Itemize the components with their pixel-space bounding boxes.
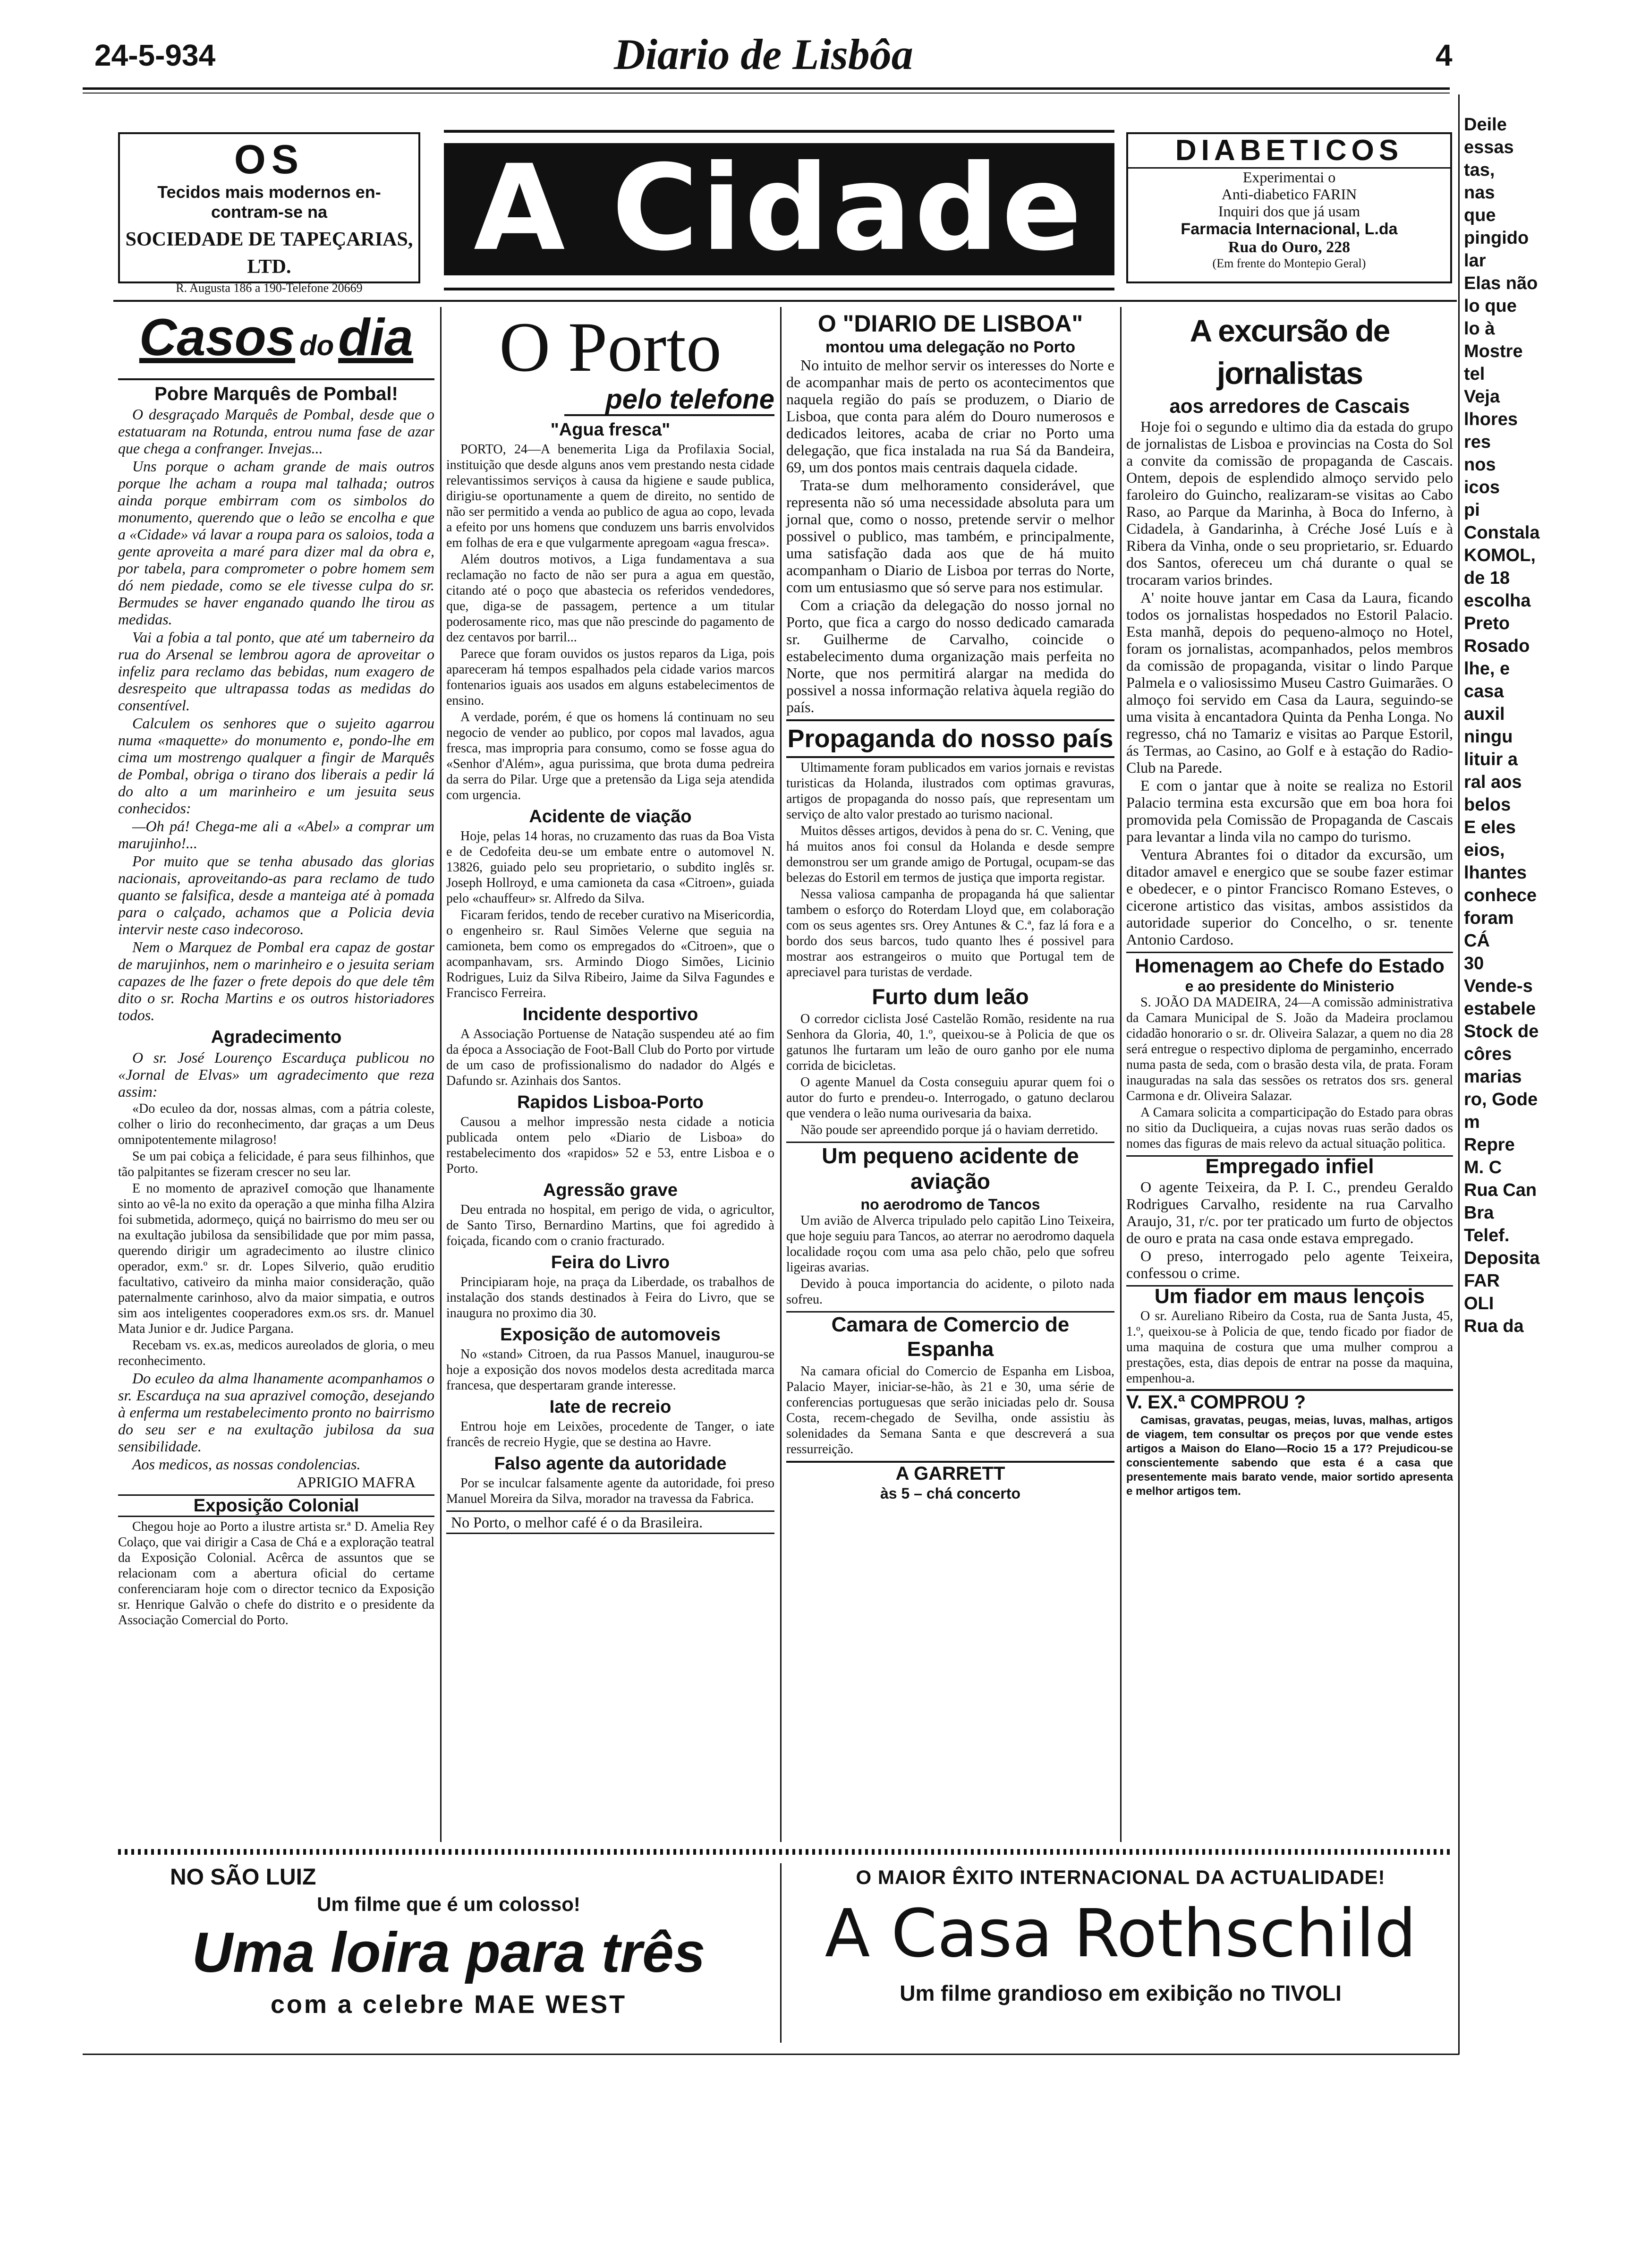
bottom-ad-rule <box>780 1863 782 2043</box>
casos-text: O desgraçado Marquês de Pombal, desde que o estatuaram na Rotunda, entrou numa fase de azar que chega a confranger. Invejas... <box>118 406 434 457</box>
casos-text: Calculem os senhores que o sujeito agarrou numa «maquette» do monumento e, pondo-lhe em cima um mostrengo qualquer a fingir de Marquês de Pombal, obriga o tirano dos liberais a pedir lá do alto a um marinheiro e um jesuita seus conhecidos: <box>118 715 434 817</box>
edge-strip-word: lhores <box>1464 409 1518 429</box>
casos-text: E no momento de apraziveI comoção que lhanamente sinto ao vê-la no exito da operação a que minha filha Alzira foi submetida, adormeço, quiçá no bairrismo do meu ser ou na exultação jubilosa da sensibilidade que por mim passa, querendo dirigir um agradecimento ao ilustre clinico operador, exm.º sr. dr. Lopes Silverio, quão eruditio facultativo, cativeiro da minha maior consideração, quão paternalmente carinhoso, alvo da maior simpatia, e outros sim aos inteligentes cooperadores exm.os srs. dr. Manuel Mata Junior e dr. Judice Pargana. <box>118 1181 434 1336</box>
porto-text: Principiaram hoje, na praça da Liberdade, os trabalhos de instalação dos stands destinados à Feira do Livro, que se inaugura no proximo dia 30. <box>446 1275 774 1321</box>
edge-strip-word: lo que <box>1464 296 1517 316</box>
header-rule-thin <box>83 93 1450 94</box>
excursao-text: E com o jantar que à noite se realiza no Estoril Palacio termina esta excursão que em boa hora foi promovida pela Comissão de Propaganda de Cascais para levantar a linda vila no campo do turismo. <box>1126 777 1453 845</box>
edge-strip-word: pingido <box>1464 228 1529 248</box>
edge-strip-word: escolha <box>1464 591 1531 611</box>
edge-strip-word: m <box>1464 1112 1480 1132</box>
diario-heading-furto: Furto dum leão <box>872 984 1029 1009</box>
ad-diabeticos-l4: Farmacia Internacional, L.da <box>1181 220 1398 238</box>
porto-text: Parece que foram ouvidos os justos reparos da Liga, pois apareceram há tempos espalhados pela cidade varios marcos fontenarios iguais aos usados em alguns estabelecimentos de ensino. <box>446 647 774 708</box>
porto-cafe-ad: No Porto, o melhor café é o da Brasileira. <box>446 1510 774 1534</box>
edge-strip-word: pi <box>1464 500 1480 520</box>
edge-strip-words <box>1464 113 1540 1338</box>
casos-text: Nem o Marquez de Pombal era capaz de gostar de marujinhos, nem o marinheiro e o jesuita seriam capazes de lhe fazer o frete depois do que dele têm dito o sr. Rocha Martins e os outros historiadores todos. <box>118 938 434 1023</box>
porto-heading: Acidente de viação <box>529 807 692 827</box>
edge-strip-word: Mostre <box>1464 341 1523 361</box>
casos-title <box>118 309 434 380</box>
edge-strip-word: CÁ <box>1464 931 1490 951</box>
ad-tapecarias <box>118 132 420 295</box>
ad-diabeticos <box>1126 132 1452 283</box>
edge-strip-word: ro, Gode <box>1464 1090 1538 1109</box>
porto-text: Por se inculcar falsamente agente da autoridade, foi preso Manuel Moreira da Silva, morador na travessa da Fabrica. <box>446 1476 774 1506</box>
excursao-subheading: e ao presidente do Ministerio <box>1185 978 1394 995</box>
porto-heading: Rapidos Lisboa-Porto <box>517 1092 704 1112</box>
porto-text: No «stand» Citroen, da rua Passos Manuel, inaugurou-se hoje a exposição dos novos modelos desta acreditada marca francesa, que despertaram grande interesse. <box>446 1347 774 1393</box>
edge-strip-word: estabele <box>1464 999 1536 1019</box>
porto-text: Entrou hoje em Leixões, procedente de Tanger, o iate francês de recreio Hygie, que se destina ao Havre. <box>446 1419 774 1449</box>
edge-strip-word: lhantes <box>1464 863 1527 883</box>
edge-strip-word: Deile <box>1464 115 1507 135</box>
col-rule-4 <box>1458 94 1460 2055</box>
edge-strip-word: Rosado <box>1464 636 1530 656</box>
ad-diabeticos-title: DIABETICOS <box>1128 134 1450 169</box>
excursao-text: O agente Teixeira, da P. I. C., prendeu Geraldo Rodrigues Carvalho, residente na rua Carvalho Araujo, 31, r/c. por ter praticado um furto de objectos de ouro e prata na casa onde estava empregado. <box>1126 1178 1453 1246</box>
diario-text: Nessa valiosa campanha de propaganda há que salientar tambem o esforço do Roterdam Lloyd que, em colaboração com os seus agentes srs. Orey Antunes & C.ª, faz lá fora e a bordo dos seus barcos, tudo quanto lhes é possivel para mostrar aos estrangeiros o muito que Portugal tem de apreciavel para turistas de verdade. <box>786 887 1114 980</box>
porto-heading: Agressão grave <box>543 1180 678 1200</box>
ad-tapecarias-big: OS <box>234 137 305 182</box>
edge-strip-word: Bra <box>1464 1203 1494 1223</box>
ad-tapecarias-line1: Tecidos mais modernos en- <box>157 182 381 202</box>
porto-text: Causou a melhor impressão nesta cidade a noticia publicada ontem pelo «Diario de Lisboa» do restabelecimento dos «rapidos» 52 e 53, entre Lisboa e o Porto. <box>446 1115 774 1176</box>
edge-strip-word: 30 <box>1464 954 1484 973</box>
diario-text: O agente Manuel da Costa conseguiu apurar quem foi o autor do furto e prendeu-o. Interrogado, o gatuno declarou que vendera o leão numa ourivesaria da baixa. <box>786 1075 1114 1121</box>
ad-sao-luiz-l4: com a celebre MAE WEST <box>270 1990 627 2019</box>
casos-text: —Oh pá! Chega-me ali a «Abel» a comprar um marujinho!... <box>118 818 434 852</box>
ornament-divider <box>118 1849 1452 1855</box>
edge-strip-word: Veja <box>1464 387 1500 407</box>
casos-title-a: Casos <box>139 308 296 367</box>
porto-heading: Feira do Livro <box>551 1253 670 1272</box>
excursao-heading-fiador: Um fiador em maus lençois <box>1126 1285 1453 1306</box>
excursao-title: A excursão de jornalistas <box>1190 313 1390 391</box>
excursao-text: A' noite houve jantar em Casa da Laura, ficando todos os jornalistas hospedados no Estoril Palacio. Esta manhã, depois do pequeno-almoço no Hotel, foram os jornalistas, acompanhados, pelos membros da comissão de propaganda, visitar o lindo Parque Palmela e o valiosissimo Museu Castro Guimarães. O almoço foi servido em Casa da Laura, seguindo-se uma visita à encantadora Quinta da Penha Longa. No regresso, chá no Tamariz e visitas ao Parque Estoril, ás Termas, ao Casino, ao Golf e à estação do Radio-Club na Parede. <box>1126 589 1453 776</box>
header-rule <box>83 87 1450 90</box>
diario-text: Trata-se dum melhoramento considerável, que representa não só uma necessidade absoluta para um jornal que, como o nosso, pretende servir o melhor possivel o publico, mas também, e principalmente, uma satisfação dada aos que de há muito acompanham o Diario de Lisboa por terras do Norte, com um entusiasmo que só serve para nos estimular. <box>786 477 1114 596</box>
porto-text: Ficaram feridos, tendo de receber curativo na Misericordia, o engenheiro sr. Raul Simões Velerne que seguia na camioneta, bem como os empregados do «Citroen», que o acompanhavam, srs. Armindo Diogo Simões, Licinio Rodrigues, Luiz da Silva Ribeiro, Jaime da Silva Fagundes e Francisco Ferreira. <box>446 908 774 1000</box>
edge-strip-word: lo à <box>1464 319 1495 339</box>
edge-strip-word: Deposita <box>1464 1248 1540 1268</box>
column-o-porto <box>446 309 774 1844</box>
edge-strip <box>1464 113 1540 2050</box>
edge-strip-word: de 18 <box>1464 568 1510 588</box>
diario-text: No intuito de melhor servir os interesses do Norte e de acompanhar mais de perto os acontecimentos que naquela região do país se produzem, o Diario de Lisboa, que conta para além do Douro numerosos e dedicados leitores, acaba de criar no Porto uma delegação, que fica instalada na rua Sá da Bandeira, 69, um dos pontos mais centrais daquela cidade. <box>786 357 1114 476</box>
edge-strip-word: marias <box>1464 1067 1522 1087</box>
edge-strip-word: icos <box>1464 477 1500 497</box>
edge-strip-word: Constala <box>1464 523 1540 543</box>
casos-text: Aos medicos, as nossas condolencias. <box>132 1456 361 1473</box>
bottom-rule <box>83 2054 1459 2055</box>
newspaper-masthead: Diario de Lisbôa <box>614 30 913 78</box>
porto-title: O Porto <box>499 308 722 386</box>
ad-casa-rothschild <box>788 1863 1454 2047</box>
diario-title: O "DIARIO DE LISBOA" <box>817 310 1083 337</box>
casos-text: Por muito que se tenha abusado das glorias nacionais, aproveitando-as para reclamo de tudo quanto se falsifica, desde a manteiga até à pomada para o calçado, achamos que a Policia devia intervir neste caso indecoroso. <box>118 853 434 938</box>
diario-heading-aviacao: Um pequeno acidente de aviação <box>786 1142 1114 1194</box>
edge-strip-word: auxil <box>1464 704 1505 724</box>
ad-sao-luiz <box>118 1863 779 2047</box>
diario-text: Ultimamente foram publicados em varios jornais e revistas turisticas da Holanda, ilustrados com optimas gravuras, artigos de propaganda do nosso país, que representam um serviço de alto valor prestado ao turismo nacional. <box>786 760 1114 822</box>
edge-strip-word: lituir a <box>1464 750 1518 769</box>
casos-title-c: dia <box>338 308 414 367</box>
ad-sao-luiz-l3: Uma loira para três <box>192 1921 706 1984</box>
casos-text: Recebam vs. ex.as, medicos aureolados de gloria, o meu reconhecimento. <box>118 1338 434 1368</box>
ad-diabeticos-l3: Inquiri dos que já usam <box>1218 203 1360 220</box>
section-title: A Cidade <box>474 139 1085 277</box>
casos-signature: APRIGIO MAFRA <box>297 1474 416 1491</box>
porto-heading: "Agua fresca" <box>550 420 671 440</box>
diario-text: Com a criação da delegação do nosso jornal no Porto, que fica a cargo do nosso dedicado camarada sr. Guilherme de Carvalho, coincide o estabelecimento duma organização mais perfeita no Norte, que nos permitirá alargar na medida do possivel a nossa informação relativa àquela região do país. <box>786 597 1114 716</box>
edge-strip-word: Stock de <box>1464 1022 1539 1041</box>
ad-tapecarias-company: SOCIEDADE DE TAPEÇARIAS, LTD. <box>125 229 413 278</box>
garrett-ad <box>786 1461 1114 1502</box>
edge-strip-word: foram <box>1464 908 1514 928</box>
edge-strip-word: Telef. <box>1464 1226 1510 1245</box>
casos-text: «Do eculeo da dor, nossas almas, com a pátria coleste, colher o lirio do reconhecimento, dar graças a um Deus omnipotentemente milagroso! <box>118 1101 434 1147</box>
excursao-text: A Camara solicita a comparticipação do Estado para obras no sitio da Ducliqueira, a cujas novas ruas serão dados os nomes das figuras de mais relevo da actual situação politica. <box>1126 1105 1453 1151</box>
porto-text: A Associação Portuense de Natação suspendeu até ao fim da época a Associação de Foot-Ball Club do Porto por virtude de um caso de profissionalismo do nadador do Algés e Dafundo sr. Azinhais dos Santos. <box>446 1027 774 1088</box>
edge-strip-word: KOMOL, <box>1464 546 1536 565</box>
porto-text: PORTO, 24—A benemerita Liga da Profilaxia Social, instituição que desde alguns anos vem prestando nesta cidade relevantissimos serviços à causa da higiene e saude publica, dirigiu-se oportunamente a quem de direito, no sentido de não ser permitido a venda ao publico de agua ao copo, levada a efeito por uns homens que conduzem uns barris envolvidos em folhas de era e que vulgarmente apregoam «agua fresca». <box>446 442 774 550</box>
edge-strip-word: Elas não <box>1464 273 1538 293</box>
edge-strip-word: lhe, e <box>1464 659 1510 679</box>
edge-strip-word: lar <box>1464 251 1486 271</box>
ad-diabeticos-l2: Anti-diabetico FARIN <box>1221 186 1357 203</box>
excursao-heading-homenagem: Homenagem ao Chefe do Estado <box>1126 952 1453 976</box>
casos-heading-agradecimento: Agradecimento <box>211 1027 342 1047</box>
edge-strip-word: Repre <box>1464 1135 1515 1155</box>
diario-subheading-tancos: no aerodromo de Tancos <box>860 1196 1040 1213</box>
casos-text: O sr. José Lourenço Escarduça publicou no «Jornal de Elvas» um agradecimento que reza assim: <box>118 1049 434 1100</box>
ad-sao-luiz-l2: Um filme que é um colosso! <box>317 1893 580 1915</box>
excursao-subtitle: aos arredores de Cascais <box>1169 395 1410 417</box>
edge-strip-word: côres <box>1464 1044 1512 1064</box>
ad-diabeticos-l1: Experimentai o <box>1242 169 1336 186</box>
casos-heading-exposicao: Exposição Colonial <box>118 1494 434 1517</box>
excursao-text: Ventura Abrantes foi o ditador da excursão, um ditador amavel e energico que se soube fazer estimar e obedecer, e o pintor Francisco Romano Esteves, o cicerone artistico das visitas, ambos assistidos da autoridade superior do Concelho, o sr. tenente Antonio Cardoso. <box>1126 846 1453 948</box>
diario-text: Muitos dêsses artigos, devidos à pena do sr. C. Vening, que há muitos anos foi consul da Holanda e desde sempre demonstrou ser um grande amigo de Portugal, ocupam-se das belezas do Estoril em termos de justiça que importa registar. <box>786 824 1114 885</box>
ad-diabeticos-l5: Rua do Ouro, 228 <box>1228 239 1351 256</box>
edge-strip-word: res <box>1464 432 1491 452</box>
diario-text: O corredor ciclista José Castelão Romão, residente na rua Senhora da Gloria, 40, 1.º, queixou-se à Policia de que os gatunos lhe furtaram um leão de ouro ganho por ele numa corrida de bicicletas. <box>786 1012 1114 1073</box>
excursao-heading-empregado: Empregado infiel <box>1126 1155 1453 1177</box>
edge-strip-word: conhece <box>1464 886 1537 905</box>
edge-strip-word: que <box>1464 205 1496 225</box>
porto-text: Deu entrada no hospital, em perigo de vida, o agricultor, de Santo Tirso, Bernardino Martins, que foi agredido à foiçada, ficando com o cranio fracturado. <box>446 1202 774 1248</box>
ad-diabeticos-l6: (Em frente do Montepio Geral) <box>1212 256 1366 270</box>
maison-ad-title: V. EX.ª COMPROU ? <box>1126 1392 1306 1413</box>
porto-heading: Falso agente da autoridade <box>494 1454 727 1474</box>
ad-rothschild-l2: A Casa Rothschild <box>824 1895 1417 1972</box>
casos-text: Uns porque o acham grande de mais outros porque lhe acham a roupa mal talhada; outros ainda porque embirram com os simbolos do monumento, querendo que o leão se encolha e que a «Cidade» vá lavar a roupa para os saloios, toda a gente aproveita a maré para dizer mal da obra e, por tabela, para comprometer o pobre homem sem dó nem piedade, como se ele tivesse culpa do sr. Bermudes se haver enganado quando lhe tirou as medidas. <box>118 458 434 628</box>
edge-strip-word: ral aos <box>1464 772 1522 792</box>
edge-strip-word: Preto <box>1464 614 1510 633</box>
edge-strip-word: OLI <box>1464 1294 1494 1313</box>
casos-text: Chegou hoje ao Porto a ilustre artista sr.ª D. Amelia Rey Colaço, que vai dirigir a Casa de Chá e a exploração teatral da Exposição Colonial. Acêrca de assuntos que se relacionam com a abertura oficial do certame conferenciaram hoje com o director tecnico da Exposição sr. Henrique Galvão o chefe do distrito e o presidente da Associação Comercial do Porto. <box>118 1519 434 1628</box>
ad-rothschild-l3: Um filme grandioso em exibição no TIVOLI <box>900 1981 1342 2005</box>
diario-subtitle: montou uma delegação no Porto <box>825 338 1075 356</box>
top-divider <box>113 300 1457 302</box>
edge-strip-word: belos <box>1464 795 1511 815</box>
garrett-ad-title: A GARRETT <box>895 1463 1005 1484</box>
edge-strip-word: nos <box>1464 455 1496 475</box>
casos-text: Do eculeo da alma lhanamente acompanhamos o sr. Escarduça na sua aprazivel comoção, desejando à enferma um restabelecimento pronto no bairrismo do seu ser e na exultação jubilosa da sua sensibilidade. <box>118 1370 434 1455</box>
column-casos-do-dia <box>118 309 434 1844</box>
diario-text: Um avião de Alverca tripulado pelo capitão Lino Teixeira, que hoje seguiu para Tancos, ao aterrar no aerodromo daquela localidade roçou com uma asa pelo chão, pelo que sofreu ligeiras avarias. <box>786 1213 1114 1275</box>
excursao-text: O sr. Aureliano Ribeiro da Costa, rua de Santa Justa, 45, 1.º, queixou-se à Policia de que, tendo ficado por fiador de uma maquina de costura que uma mulher comprou a prestações, esta, dias depois de entrar na posse da maquina, empenhou-a. <box>1126 1309 1453 1386</box>
diario-text: Não poude ser apreendido porque já o haviam derretido. <box>800 1123 1098 1137</box>
casos-title-b: do <box>299 330 334 361</box>
diario-text: Na camara oficial do Comercio de Espanha em Lisboa, Palacio Mayer, iniciar-se-hão, às 21 e 30, uma série de conferencias portuguesas que serão iniciadas pelo dr. Sousa Costa, recem-chegado de Sevilha, onde assistiu às solenidades da Semana Santa e que descreverá a sua ressurreição. <box>786 1364 1114 1457</box>
edge-strip-word: E eles <box>1464 818 1516 837</box>
diario-heading-propaganda: Propaganda do nosso país <box>786 719 1114 758</box>
edge-strip-word: Rua da <box>1464 1316 1524 1336</box>
page-date: 24-5-934 <box>94 38 216 72</box>
casos-text: Se um pai cobiça a felicidade, é para seus filhinhos, que tão palpitantes se fizeram crescer no seu lar. <box>118 1149 434 1179</box>
porto-subtitle: pelo telefone <box>564 385 774 416</box>
edge-strip-word: M. C <box>1464 1158 1502 1177</box>
maison-ad-text: Camisas, gravatas, peugas, meias, luvas, malhas, artigos de viagem, tem consultar os preços por que vende estes artigos a Maison do Elano—Rocio 15 a 17? Prejudicou-se conscientemente sabendo que esta é a casa que presentemente mais barato vende, maior sortido apresenta e melhor artigos tem. <box>1126 1414 1453 1498</box>
garrett-ad-sub: às 5 – chá concerto <box>880 1485 1021 1502</box>
edge-strip-word: Rua Can <box>1464 1180 1537 1200</box>
porto-text: A verdade, porém, é que os homens lá continuam no seu negocio de vender ao publico, por copos mal lavados, agua fresca, mas impropria para consumo, como se fosse agua do «Senhor d'Além», agua purissima, que brota duma pedreira da serra do Pilar. Urge que a pretensão da Liga seja atendida com urgencia. <box>446 710 774 802</box>
edge-strip-word: FAR <box>1464 1271 1500 1291</box>
edge-strip-word: tas, <box>1464 160 1495 180</box>
diario-heading-camara: Camara de Comercio de Espanha <box>786 1311 1114 1362</box>
edge-strip-word: casa <box>1464 682 1504 701</box>
section-banner <box>444 130 1114 290</box>
excursao-text: S. JOÃO DA MADEIRA, 24—A comissão administrativa da Camara Municipal de S. João da Madeira proclamou cidadão honorario o sr. dr. Oliveira Salazar, a quem no dia 28 será entregue o respectivo diploma de pergaminho, encerrado numa pasta de seda, com o brasão desta vila, de prata. Foram inauguradas na sala das sessões os retratos dos srs. general Carmona e dr. Oliveira Salazar. <box>1126 995 1453 1103</box>
edge-strip-word: eios, <box>1464 840 1505 860</box>
excursao-text: Hoje foi o segundo e ultimo dia da estada do grupo de jornalistas de Lisboa e provincias na Costa do Sol a convite da comissão de propaganda de Cascais. Ontem, depois de esplendido almoço servido pelo faroleiro do Guincho, realizaram-se visitas ao Cabo Raso, ao Parque da Marinha, à Boca do Inferno, à Cidadela, à Gandarinha, à Créche José Luís e à Ribera da Vinha, onde o seu proprietario, sr. Eduardo dos Santos, ofereceu um chá durante o qual se trocaram varios brindes. <box>1126 418 1453 588</box>
edge-strip-word: ningu <box>1464 727 1513 747</box>
porto-heading: Iate de recreio <box>549 1397 672 1417</box>
maison-ad <box>1126 1389 1453 1499</box>
diario-text: Devido à pouca importancia do acidente, o piloto nada sofreu. <box>786 1277 1114 1307</box>
porto-heading: Incidente desportivo <box>522 1005 698 1024</box>
porto-heading: Exposição de automoveis <box>500 1325 721 1345</box>
ad-rothschild-l1: O MAIOR ÊXITO INTERNACIONAL DA ACTUALIDADE! <box>856 1866 1386 1888</box>
column-diario <box>786 309 1114 1844</box>
edge-strip-word: nas <box>1464 183 1495 203</box>
casos-heading-marques: Pobre Marquês de Pombal! <box>154 384 398 404</box>
porto-text: Além doutros motivos, a Liga fundamentava a sua reclamação no facto de não ser pura a agua em questão, citando até o poço que abastecia os referidos vendedores, que, diga-se de passagem, pertence a um titular poderosamente rico, mas que não prescinde do pagamento de dez centavos por barril... <box>446 552 774 645</box>
col-rule-1 <box>440 307 442 1842</box>
edge-strip-word: essas <box>1464 137 1514 157</box>
ad-tapecarias-address: R. Augusta 186 a 190-Telefone 20669 <box>176 281 363 295</box>
ad-sao-luiz-l1: NO SÃO LUIZ <box>170 1865 316 1890</box>
page-number: 4 <box>1436 38 1453 72</box>
column-excursao <box>1126 309 1453 1844</box>
porto-text: Hoje, pelas 14 horas, no cruzamento das ruas da Boa Vista e de Cedofeita deu-se um embate entre o automovel N. 13826, guiado pelo seu proprietario, o subdito inglês sr. Joseph Hollroyd, e uma camioneta da casa «Citroen», guiada pelo «chauffeur» sr. Alfredo da Silva. <box>446 829 774 906</box>
casos-text: Vai a fobia a tal ponto, que até um taberneiro da rua do Arsenal se lembrou agora de aproveitar o infeliz para reclamo das bebidas, num exagero de desrespeito que ultrapassa todas as medidas do consentível. <box>118 629 434 714</box>
excursao-text: O preso, interrogado pelo agente Teixeira, confessou o crime. <box>1126 1247 1453 1281</box>
col-rule-2 <box>780 307 782 1842</box>
col-rule-3 <box>1120 307 1122 1842</box>
edge-strip-word: tel <box>1464 364 1485 384</box>
edge-strip-word: Vende-s <box>1464 976 1533 996</box>
ad-tapecarias-line2: contram-se na <box>211 202 328 222</box>
